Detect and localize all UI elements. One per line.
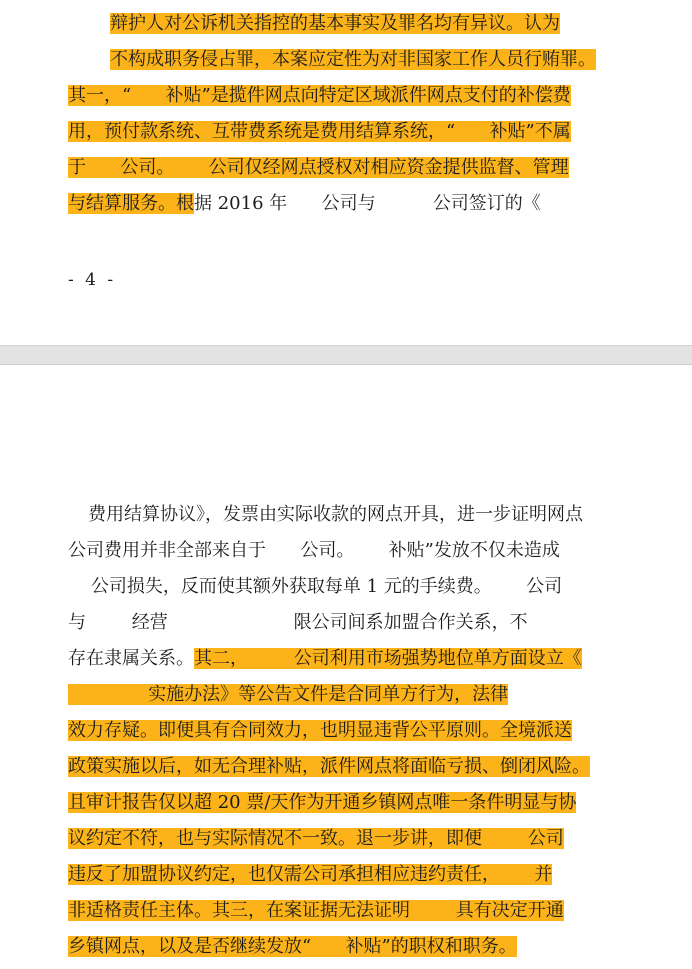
document-page-5 — [0, 365, 692, 969]
text-line — [110, 42, 624, 78]
highlighted-text[interactable]: 不构成职务侵占罪，本案应定性为对非国家工作人员行贿罪。 — [110, 49, 596, 70]
document-page-4 — [0, 0, 692, 345]
text-line — [68, 713, 624, 749]
highlighted-text[interactable]: 议约定不符，也与实际情况不一致。退一步讲，即便 公司 — [68, 828, 564, 849]
text-line: 存在隶属关系。其二， 公司利用市场强势地位单方面设立《 — [68, 648, 582, 669]
highlighted-text[interactable]: 其一，“ 补贴”是揽件网点向特定区域派件网点支付的补偿费 — [68, 85, 571, 106]
highlighted-text[interactable]: 辩护人对公诉机关指控的基本事实及罪名均有异议。认为 — [110, 13, 560, 34]
highlighted-text[interactable]: 效力存疑。即便具有合同效力，也明显违背公平原则。全境派送 — [68, 720, 572, 741]
text-line — [68, 749, 624, 785]
text-line — [68, 150, 624, 186]
highlighted-text[interactable]: 用，预付款系统、互带费系统是费用结算系统，“ 补贴”不属 — [68, 121, 571, 142]
text-line: 与结算服务。根据 2016 年 公司与 公司签订的《 — [68, 193, 541, 214]
text-line — [110, 6, 624, 42]
highlighted-text[interactable]: 其二， 公司利用市场强势地位单方面设立《 — [194, 648, 582, 669]
text-line — [68, 857, 624, 893]
text-line: 公司损失，反而使其额外获取每单 1 元的手续费。 公司 — [68, 576, 563, 597]
highlighted-text[interactable]: 且审计报告仅以超 20 票/天作为开通乡镇网点唯一条件明显与协 — [68, 792, 577, 813]
text-line — [68, 821, 624, 857]
page-number: - 4 - — [68, 270, 117, 290]
highlighted-text[interactable]: 违反了加盟协议约定，也仅需公司承担相应违约责任， 并 — [68, 864, 553, 885]
text-line: 费用结算协议》，发票由实际收款的网点开具，进一步证明网点 — [88, 504, 583, 525]
text-line — [68, 677, 624, 713]
highlighted-text[interactable]: 于 公司。 公司仅经网点授权对相应资金提供监督、管理 — [68, 157, 569, 178]
text-line: 公司费用并非全部来自于 公司。 补贴”发放不仅未造成 — [68, 540, 560, 561]
text-line: 与 经营 限公司间系加盟合作关系，不 — [68, 612, 528, 633]
text-line — [68, 893, 624, 929]
page-separator — [0, 345, 692, 365]
text-line — [68, 785, 624, 821]
highlighted-text[interactable]: 与结算服务。根 — [68, 193, 194, 214]
text-line — [68, 929, 624, 965]
highlighted-text[interactable]: 非适格责任主体。其三，在案证据无法证明 具有决定开通 — [68, 900, 564, 921]
text-line — [68, 78, 624, 114]
highlighted-text[interactable]: 乡镇网点，以及是否继续发放“ 补贴”的职权和职务。 — [68, 936, 517, 957]
highlighted-text[interactable]: 实施办法》等公告文件是合同单方行为，法律 — [68, 684, 509, 705]
text-line — [68, 114, 624, 150]
highlighted-text[interactable]: 政策实施以后，如无合理补贴，派件网点将面临亏损、倒闭风险。 — [68, 756, 590, 777]
